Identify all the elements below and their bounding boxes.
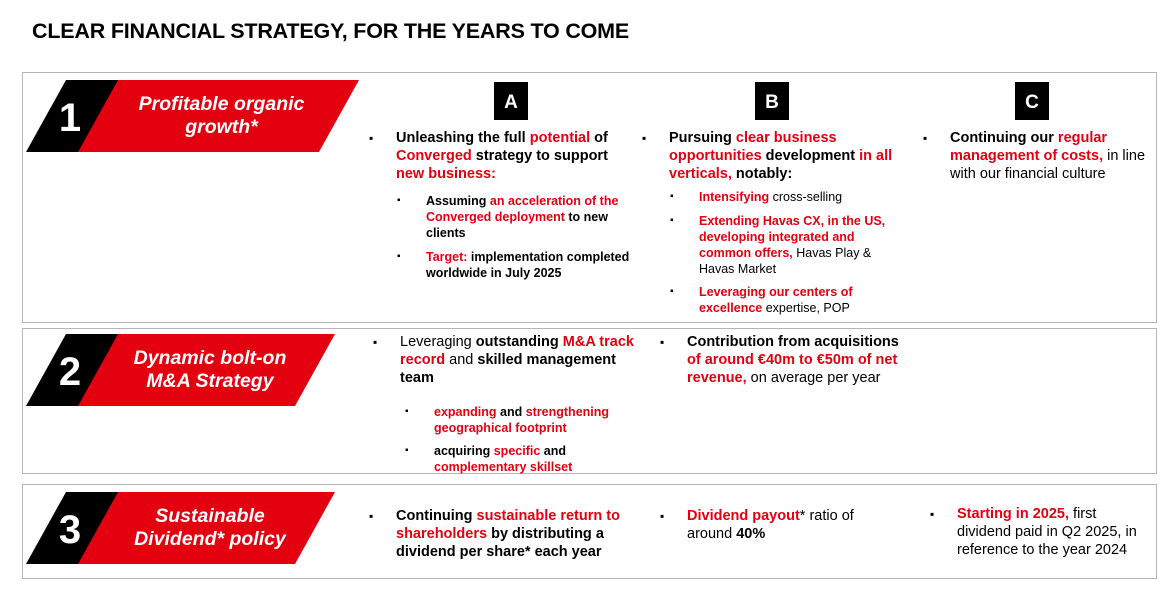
section-3-banner (26, 492, 336, 564)
section-number: 1 (58, 96, 82, 140)
column-b-badge: B (755, 82, 789, 120)
bullet-dividend-a: ▪ Continuing sustainable return to shareholders by distributing a dividend per share* each year (369, 508, 620, 560)
section-2-banner (26, 334, 336, 406)
section-label: Dynamic bolt-on M&A Strategy (133, 347, 287, 392)
bullet-ma-b: ▪ Contribution from acquisitions of around €40m to €50m of net revenue, on average per year (660, 334, 899, 386)
sub-bullet-cross-selling: ▪ Intensifying cross-selling (670, 190, 843, 204)
bullet-organic-b: ▪ Pursuing clear business opportunities development in all verticals, notably: (642, 130, 893, 182)
column-c-badge: C (1015, 82, 1049, 120)
bullet-organic-a: ▪ Unleashing the full potential of Converged strategy to support new business: (369, 130, 608, 182)
section-label: Sustainable Dividend* policy (134, 505, 286, 550)
section-1-banner (26, 80, 362, 152)
bullet-dividend-b: ▪ Dividend payout* ratio of around 40% (660, 508, 854, 542)
section-label: Profitable organic growth* (138, 93, 305, 138)
page-title: CLEAR FINANCIAL STRATEGY, FOR THE YEARS TO COME (32, 19, 630, 43)
section-number: 2 (58, 350, 82, 394)
sub-bullet-converged: ▪ Assuming an acceleration of the Converged deployment to new clients (397, 194, 619, 240)
column-a-badge: A (494, 82, 528, 120)
sub-bullet-havas-cx: ▪ Extending Havas CX, in the US, developing integrated and common offers, Havas Play & Havas Market (670, 214, 886, 276)
bullet-organic-c: ▪ Continuing our regular management of costs, in line with our financial culture (923, 130, 1146, 182)
bullet-dividend-c: ▪ Starting in 2025, first dividend paid in Q2 2025, in reference to the year 2024 (930, 506, 1137, 558)
sub-bullet-target: ▪ Target: implementation completed worldwide in July 2025 (397, 250, 630, 280)
sub-bullet-skillset: ▪ acquiring specific and complementary skillset (405, 444, 573, 474)
section-number: 3 (58, 508, 82, 552)
bullet-ma-a: ▪ Leveraging outstanding M&A track record and skilled management team (373, 334, 634, 386)
sub-bullet-footprint: ▪ expanding and strengthening geographical footprint (405, 405, 610, 435)
sub-bullet-centers-excellence: ▪ Leveraging our centers of excellence expertise, POP (670, 285, 853, 315)
